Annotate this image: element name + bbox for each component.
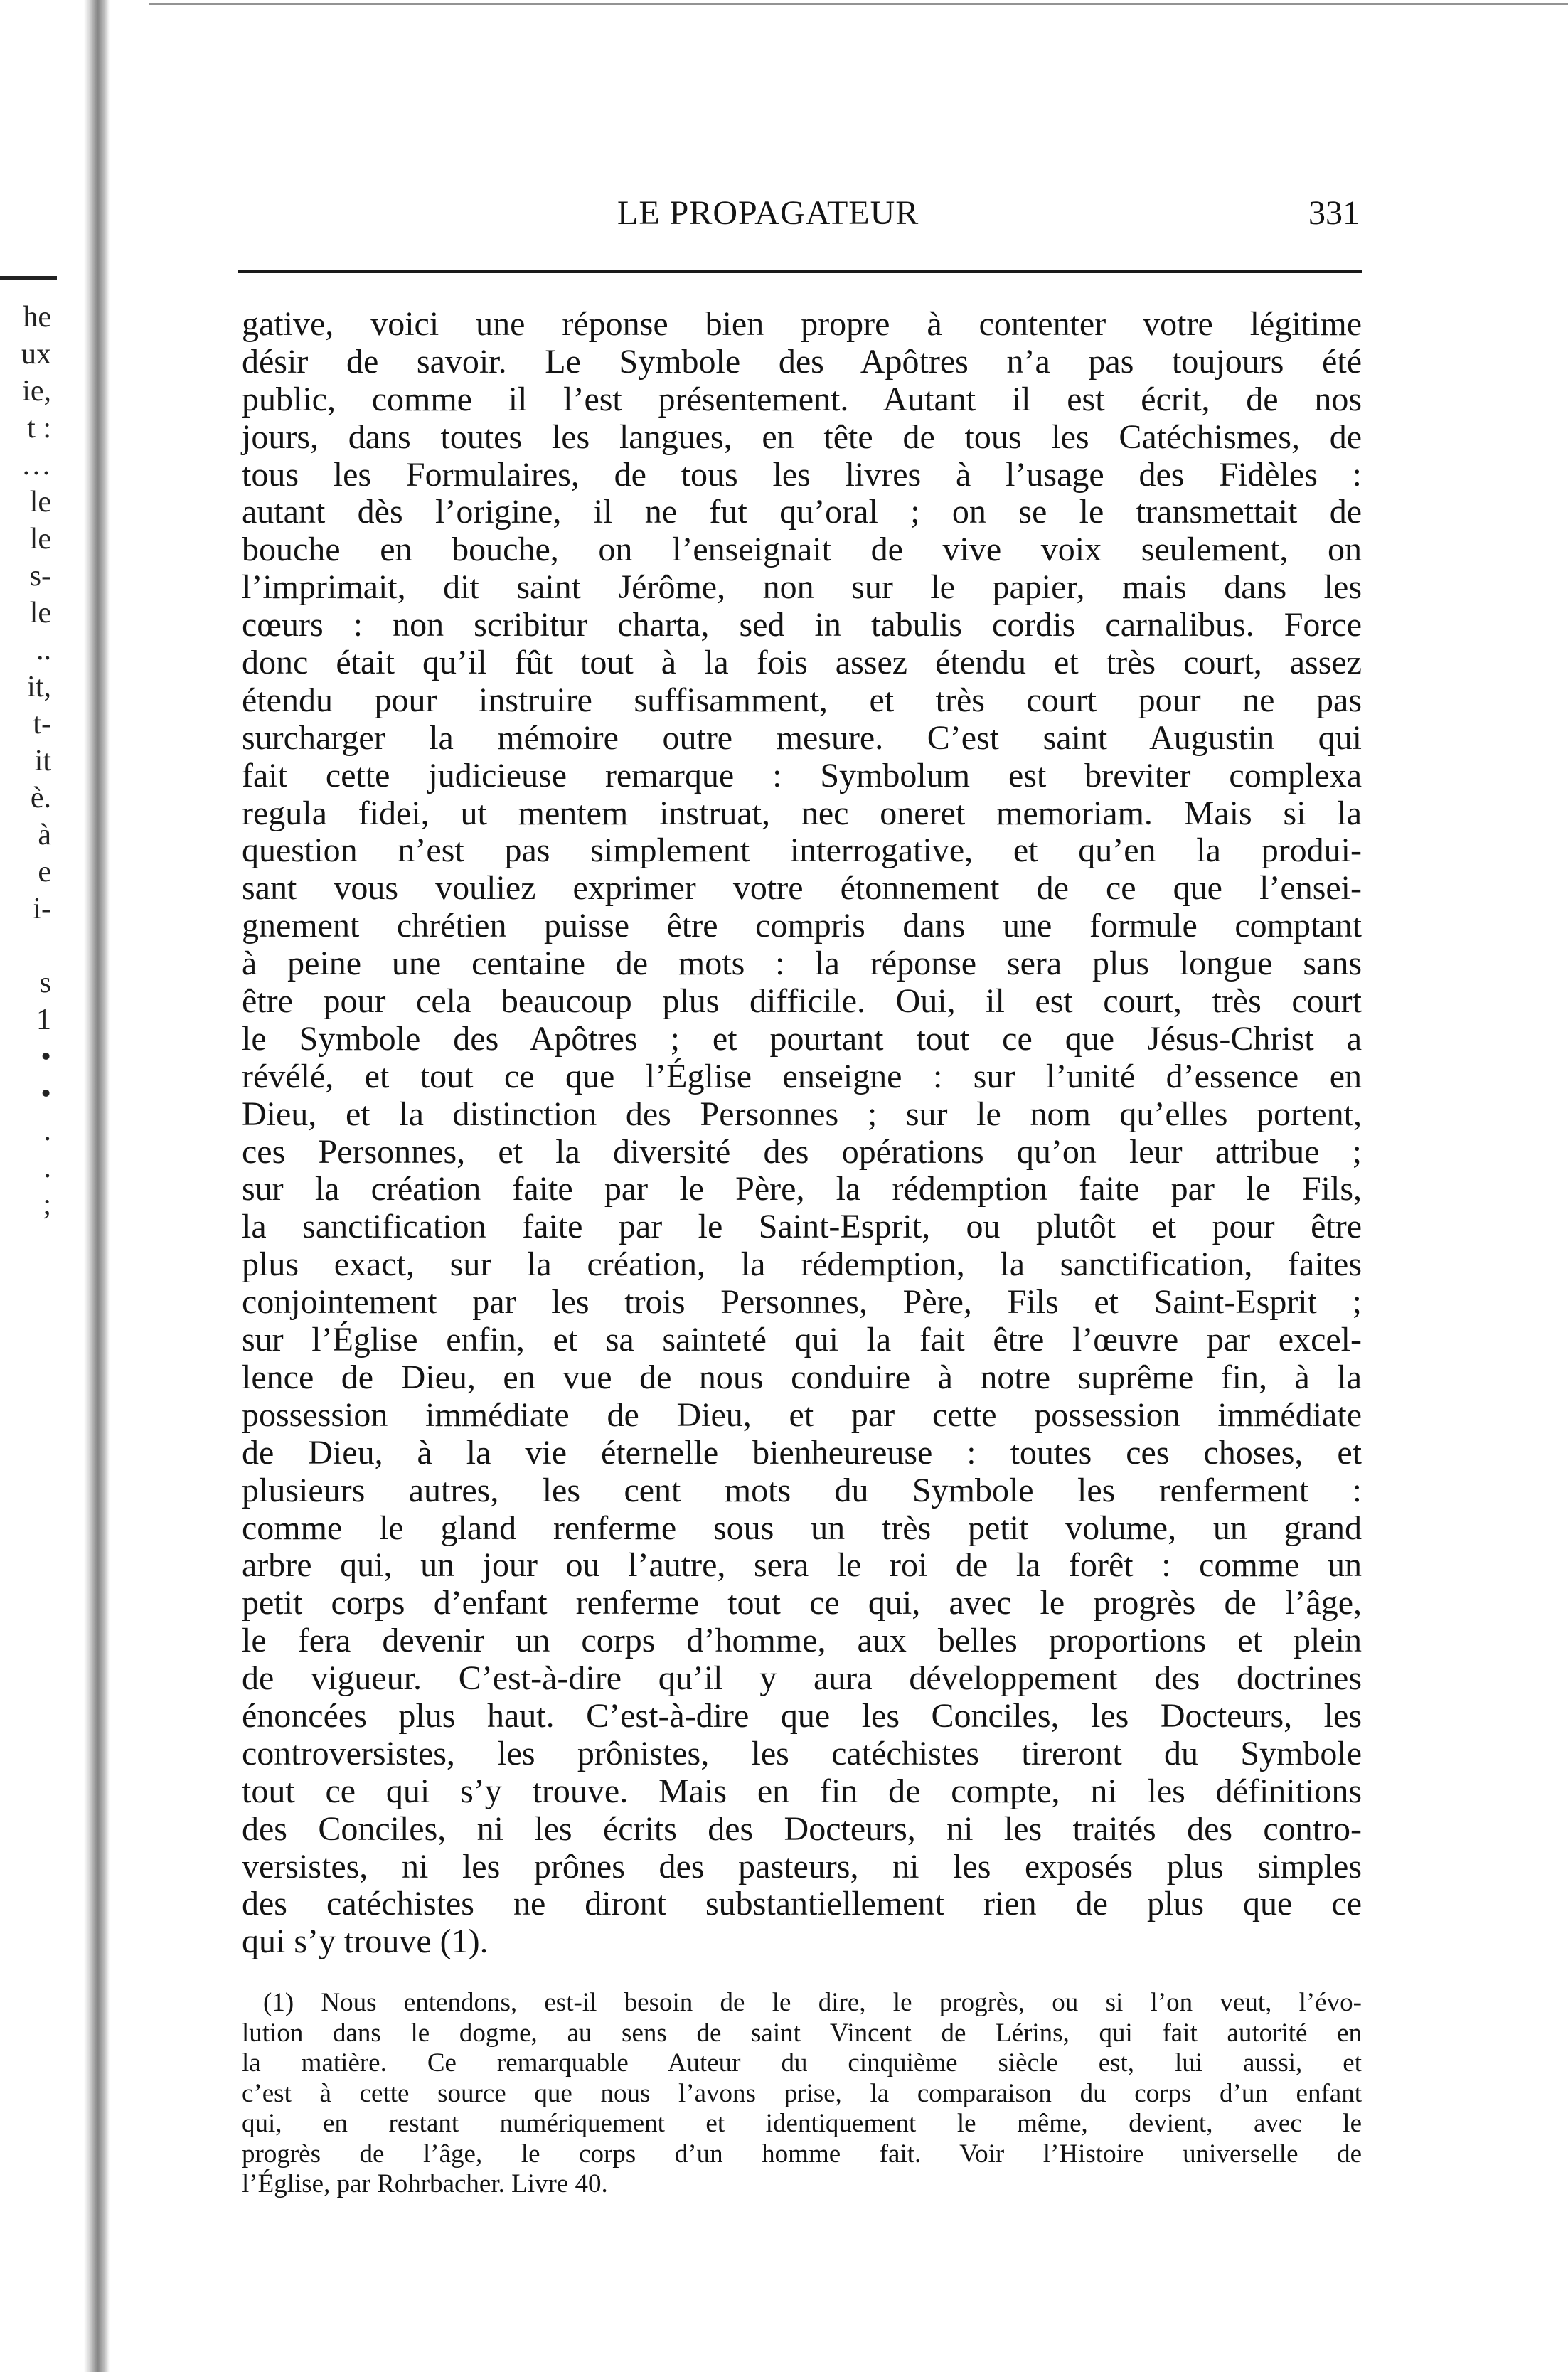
text-line: ces Personnes, et la diversité des opérations qu’on leur attribue ; [242, 1132, 1362, 1171]
text-line: sur l’Église enfin, et sa sainteté qui la fait être l’œuvre par excel- [242, 1321, 1362, 1359]
footnote-line: la matière. Ce remarquable Auteur du cinquième siècle est, lui aussi, et [242, 2048, 1362, 2078]
text-line: surcharger la mémoire outre mesure. C’est saint Augustin qui [242, 718, 1362, 757]
text-line: l’imprimait, dit saint Jérôme, non sur le papier, mais dans les [242, 568, 1362, 607]
text-line: sur la création faite par le Père, la rédemption faite par le Fils, [242, 1170, 1362, 1208]
text-line: petit corps d’enfant renferme tout ce qui, avec le progrès de l’âge, [242, 1584, 1362, 1622]
text-line: regula fidei, ut mentem instruat, nec oneret memoriam. Mais si la [242, 794, 1362, 832]
text-line: des catéchistes ne diront substantiellement rien de plus que ce [242, 1885, 1362, 1923]
margin-fragment: à [38, 819, 51, 851]
margin-fragment [0, 927, 57, 964]
text-line: de vigueur. C’est-à-dire qu’il y aura développement des doctrines [242, 1659, 1362, 1698]
text-line: autant dès l’origine, il ne fut qu’oral ; on se le transmettait de [242, 493, 1362, 531]
margin-fragment: s [39, 967, 51, 999]
footnote-line: lution dans le dogme, au sens de saint Vincent de Lérins, qui fait autorité en [242, 2018, 1362, 2048]
text-line: le Symbole des Apôtres ; et pourtant tout ce que Jésus-Christ a [242, 1019, 1362, 1058]
margin-fragment: ux [21, 338, 51, 371]
text-line: fait cette judicieuse remarque : Symbolum est breviter complexa [242, 756, 1362, 794]
margin-fragment: e [38, 856, 51, 888]
body-text [242, 306, 1362, 1961]
text-line: controversistes, les prônistes, les catéchistes tireront du Symbole [242, 1734, 1362, 1772]
facing-page-rule [0, 276, 57, 280]
text-line: comme le gland renferme sous un très petit volume, un grand [242, 1509, 1362, 1547]
text-line: arbre qui, un jour ou l’autre, sera le roi de la forêt : comme un [242, 1546, 1362, 1585]
text-line: être pour cela beaucoup plus difficile. Oui, il est court, très court [242, 982, 1362, 1021]
text-line: versistes, ni les prônes des pasteurs, ni les exposés plus simples [242, 1847, 1362, 1886]
text-line: tout ce qui s’y trouve. Mais en fin de compte, ni les définitions [242, 1772, 1362, 1810]
text-line: gative, voici une réponse bien propre à contenter votre légitime [242, 305, 1362, 343]
text-line: plusieurs autres, les cent mots du Symbole les renferment : [242, 1471, 1362, 1509]
margin-fragment: le [29, 597, 51, 629]
text-line: la sanctification faite par le Saint-Esprit, ou plutôt et pour être [242, 1208, 1362, 1246]
margin-fragment: ; [43, 1188, 51, 1221]
margin-fragment: le [29, 523, 51, 555]
footnote-line: l’Église, par Rohrbacher. Livre 40. [242, 2169, 608, 2198]
margin-fragment: 1 [36, 1004, 51, 1036]
text-line: public, comme il l’est présentement. Autant il est écrit, de nos [242, 380, 1362, 418]
text-line: conjointement par les trois Personnes, Père, Fils et Saint-Esprit ; [242, 1283, 1362, 1321]
margin-fragment: .. [36, 634, 51, 666]
book-binding-shadow [84, 0, 110, 2372]
margin-fragment: t- [33, 708, 51, 740]
footnote-line: progrès de l’âge, le corps d’un homme fait. Voir l’Histoire universelle de [242, 2139, 1362, 2169]
text-line: à peine une centaine de mots : la réponse sera plus longue sans [242, 945, 1362, 983]
text-line: sant vous vouliez exprimer votre étonnement de ce que l’ensei- [242, 869, 1362, 908]
footnote [242, 1988, 1362, 2200]
page-number: 331 [1308, 194, 1360, 232]
text-line: révélé, et tout ce que l’Église enseigne : sur l’unité d’essence en [242, 1057, 1362, 1095]
text-line: cœurs : non scribitur charta, sed in tabulis cordis carnalibus. Force [242, 606, 1362, 644]
margin-fragment: … [21, 449, 51, 482]
text-line: plus exact, sur la création, la rédemption, la sanctification, faites [242, 1245, 1362, 1284]
text-line: lence de Dieu, en vue de nous conduire à notre suprême fin, à la [242, 1358, 1362, 1396]
margin-fragment: s- [29, 560, 51, 592]
margin-fragment: • [41, 1041, 51, 1073]
text-line: de Dieu, à la vie éternelle bienheureuse : toutes ces choses, et [242, 1433, 1362, 1472]
margin-fragment: i- [33, 893, 51, 925]
text-line: désir de savoir. Le Symbole des Apôtres n’a pas toujours été [242, 342, 1362, 381]
text-line: le fera devenir un corps d’homme, aux belles proportions et plein [242, 1622, 1362, 1660]
text-line: bouche en bouche, on l’enseignait de vive voix seulement, on [242, 531, 1362, 569]
text-line: des Conciles, ni les écrits des Docteurs, ni les traités des contro- [242, 1809, 1362, 1848]
margin-fragment: è. [30, 782, 51, 814]
margin-fragment: he [23, 301, 51, 334]
text-line: gnement chrétien puisse être compris dans une formule comptant [242, 907, 1362, 945]
scan-top-edge [149, 3, 1568, 5]
text-line: question n’est pas simplement interrogative, et qu’en la produi- [242, 831, 1362, 870]
text-line: donc était qu’il fût tout à la fois assez étendu et très court, assez [242, 644, 1362, 682]
margin-fragment: • [41, 1078, 51, 1110]
text-line: jours, dans toutes les langues, en tête de tous les Catéchismes, de [242, 418, 1362, 456]
facing-page-margin [0, 299, 57, 1223]
footnote-line: qui, en restant numériquement et identiquement le même, devient, avec le [242, 2109, 1362, 2138]
running-head: LE PROPAGATEUR [617, 194, 919, 232]
footnote-line: c’est à cette source que nous l’avons prise, la comparaison du corps d’un enfant [242, 2078, 1362, 2108]
text-line: tous les Formulaires, de tous les livres à l’usage des Fidèles : [242, 455, 1362, 494]
margin-fragment: . [43, 1152, 51, 1184]
margin-fragment: it, [27, 671, 51, 703]
header-rule [238, 270, 1362, 273]
text-line: Dieu, et la distinction des Personnes ; sur le nom qu’elles portent, [242, 1095, 1362, 1133]
text-line: étendu pour instruire suffisamment, et très court pour ne pas [242, 681, 1362, 719]
text-line: énoncées plus haut. C’est-à-dire que les Conciles, les Docteurs, les [242, 1696, 1362, 1735]
margin-fragment: le [29, 486, 51, 518]
margin-fragment: it [34, 745, 51, 777]
text-line: qui s’y trouve (1). [242, 1922, 489, 1961]
margin-fragment: . [43, 1115, 51, 1147]
footnote-line: (1) Nous entendons, est-il besoin de le dire, le progrès, ou si l’on veut, l’évo- [263, 1988, 1362, 2017]
margin-fragment: ie, [22, 375, 51, 408]
text-line: possession immédiate de Dieu, et par cette possession immédiate [242, 1395, 1362, 1434]
margin-fragment: t : [27, 412, 51, 445]
